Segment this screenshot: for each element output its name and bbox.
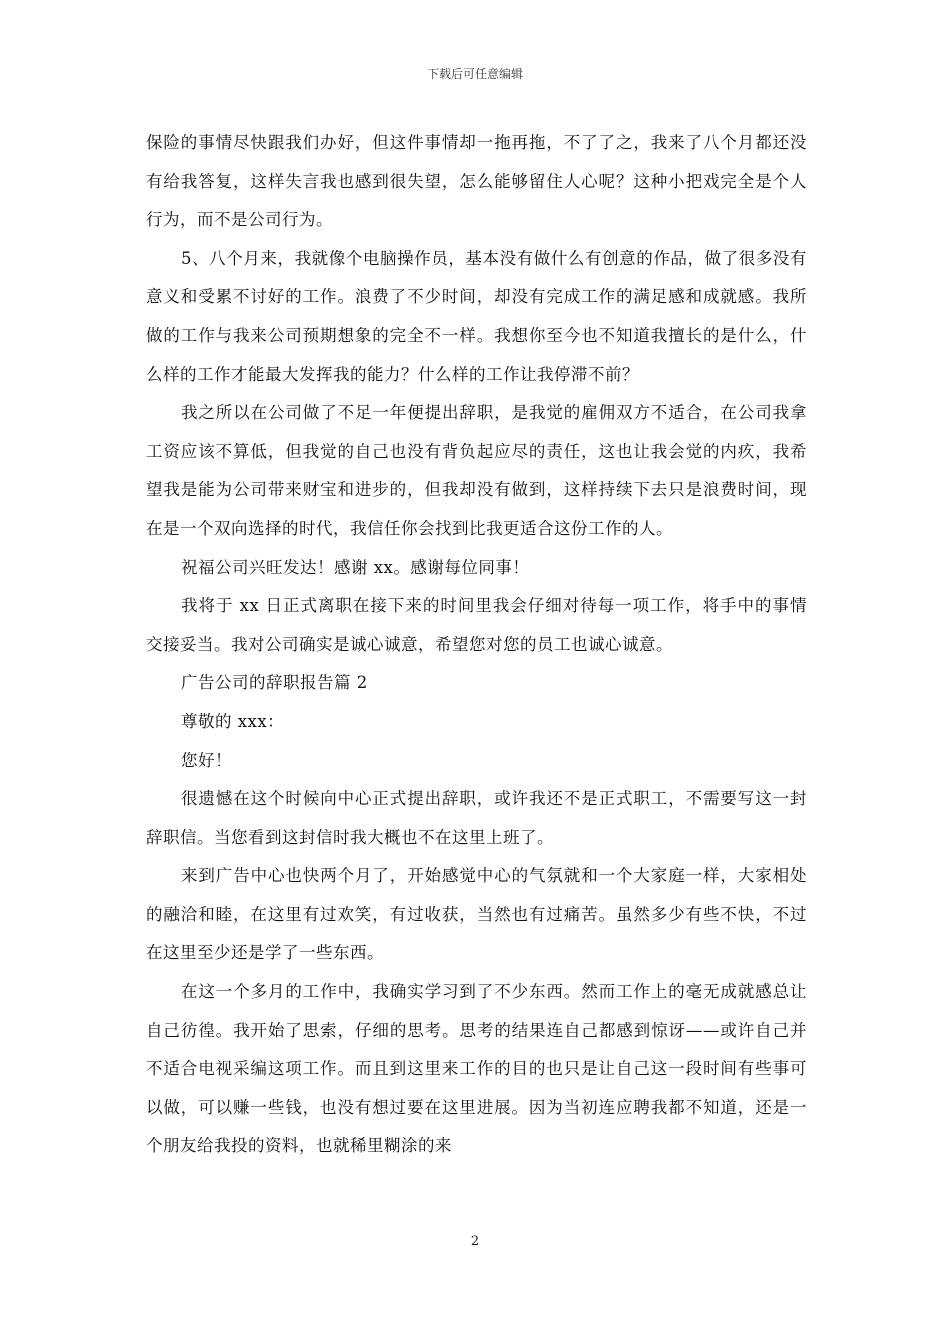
document-body (146, 124, 807, 1166)
paragraph-blessing: 祝福公司兴旺发达！感谢 xx。感谢每位同事！ (181, 557, 530, 577)
page-header: 下载后可任意编辑 (426, 67, 523, 81)
greeting: 您好！ (181, 750, 232, 770)
paragraph-insurance: 保险的事情尽快跟我们办好，但这件事情却一拖再拖，不了了之，我来了八个月都还没有给我答复，这样失言我也感到很失望，怎么能够留住人心呢？这种小把戏完全是个人行为，而不是公司行为。 (146, 133, 807, 230)
page-number: 2 (470, 1234, 480, 1249)
section-title: 广告公司的辞职报告篇 2 (181, 673, 368, 693)
paragraph-reason: 我之所以在公司做了不足一年便提出辞职，是我觉的雇佣双方不适合，在公司我拿工资应该不算低，但我觉的自己也没有背负起应尽的责任，这也让我会觉的内疚，我希望我是能为公司带来财宝和进步的，但我却没有做到，这样持续下去只是浪费时间，现在是一个双向选择的时代，我信任你会找到比我更适合这份工作的人。 (146, 403, 807, 538)
salutation: 尊敬的 xxx： (181, 711, 285, 731)
paragraph-regret: 很遗憾在这个时候向中心正式提出辞职，或许我还不是正式职工，不需要写这一封辞职信。当您看到这封信时我大概也不在这里上班了。 (146, 789, 807, 847)
paragraph-two-months: 来到广告中心也快两个月了，开始感觉中心的气氛就和一个大家庭一样，大家相处的融洽和睦，在这里有过欢笑，有过收获，当然也有过痛苦。虽然多少有些不快，不过在这里至少还是学了一些东西。 (146, 866, 807, 963)
paragraph-item-5: 5、八个月来，我就像个电脑操作员，基本没有做什么有创意的作品，做了很多没有意义和受累不讨好的工作。浪费了不少时间，却没有完成工作的满足感和成就感。我所做的工作与我来公司预期想象的完全不一样。我想你至今也不知道我擅长的是什么，什么样的工作才能最大发挥我的能力？什么样的工作让我停滞不前？ (146, 248, 807, 384)
paragraph-reflection: 在这一个多月的工作中，我确实学习到了不少东西。然而工作上的毫无成就感总让自己彷徨。我开始了思索，仔细的思考。思考的结果连自己都感到惊讶——或许自己并不适合电视采编这项工作。而且到这里来工作的目的也只是让自己这一段时间有些事可以做，可以赚一些钱，也没有想过要在这里进展。因为当初连应聘我都不知道，还是一个朋友给我投的资料，也就稀里糊涂的来 (146, 982, 807, 1156)
paragraph-leave-date: 我将于 xx 日正式离职在接下来的时间里我会仔细对待每一项工作，将手中的事情交接妥当。我对公司确实是诚心诚意，希望您对您的员工也诚心诚意。 (146, 596, 807, 654)
